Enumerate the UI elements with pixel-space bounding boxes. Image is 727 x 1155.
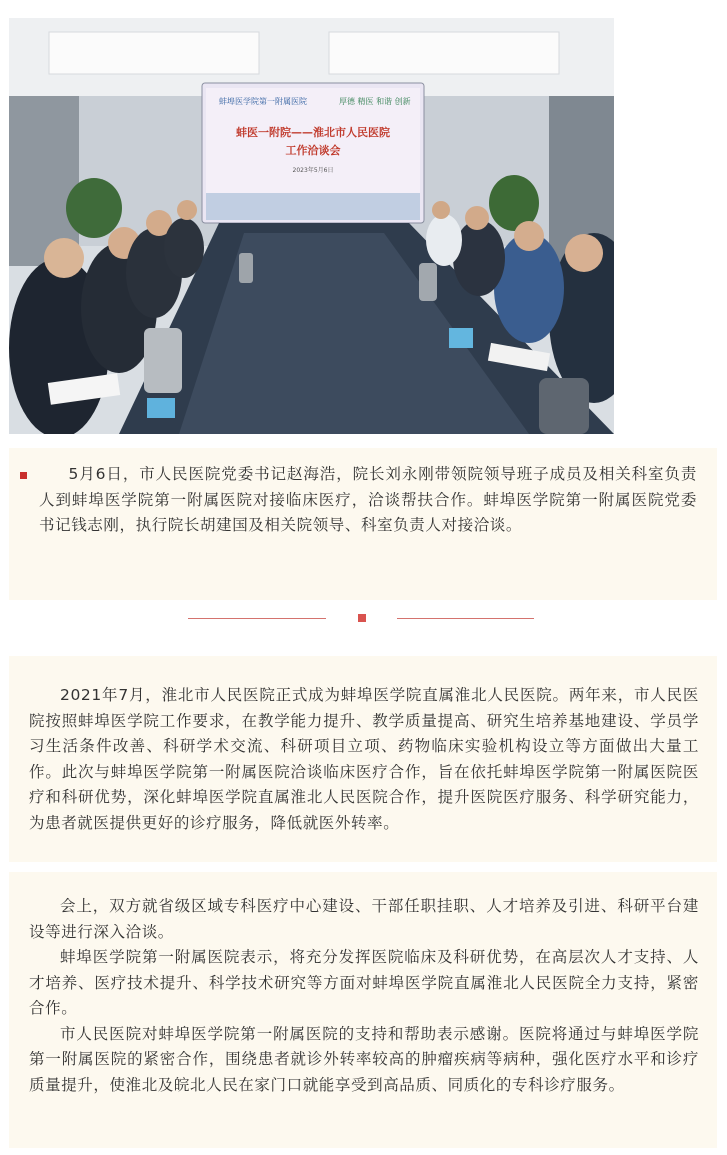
red-square-bullet-icon — [20, 472, 27, 479]
screen-logo-text: 蚌埠医学院第一附属医院 — [219, 97, 307, 106]
meeting-paragraph-3: 市人民医院对蚌埠医学院第一附属医院的支持和帮助表示感谢。医院将通过与蚌埠医学院第一附属医院的紧密合作，围绕患者就诊外转率较高的肿瘤疾病等病种，强化医疗水平和诊疗质量提升，使淮北及皖北人民在家门口就能享受到高品质、同质化的专科诊疗服务。 — [29, 1024, 699, 1094]
background-paragraph: 2021年7月，淮北市人民医院正式成为蚌埠医学院直属淮北人民医院。两年来，市人民医院按照蚌埠医学院工作要求，在教学能力提升、教学质量提高、研究生培养基地建设、学员学习生活条件改善、科研学术交流、科研项目立项、药物临床实验机构设立等方面做出大量工作。此次与蚌埠医学院第一附属医院洽谈临床医疗合作，旨在依托蚌埠医学院第一附属医院医疗和科研优势，深化蚌埠医学院直属淮北人民医院合作，提升医院医疗服务、科学研究能力，为患者就医提供更好的诊疗服务，降低就医外转率。 — [29, 686, 699, 832]
background-card — [9, 656, 717, 862]
section-divider — [0, 612, 727, 626]
divider-line-right — [397, 618, 534, 619]
screen-title-line2: 工作洽谈会 — [285, 144, 341, 157]
meeting-details-card — [9, 872, 717, 1148]
divider-square-icon — [358, 614, 366, 622]
screen-title-line1: 蚌医一附院——淮北市人民医院 — [236, 126, 390, 139]
meeting-paragraph-2: 蚌埠医学院第一附属医院表示，将充分发挥医院临床及科研优势，在高层次人才支持、人才培养、医疗技术提升、科学技术研究等方面对蚌埠医学院直属淮北人民医院全力支持，紧密合作。 — [29, 948, 699, 1017]
intro-paragraph: 5月6日，市人民医院党委书记赵海浩，院长刘永刚带领院领导班子成员及相关科室负责人到蚌埠医学院第一附属医院对接临床医疗，洽谈帮扶合作。蚌埠医学院第一附属医院党委书记钱志刚，执行院长胡建国及相关院领导、科室负责人对接洽谈。 — [39, 465, 697, 534]
divider-line-left — [188, 618, 326, 619]
screen-date: 2023年5月6日 — [292, 167, 334, 174]
screen-slogan: 厚德 精医 和谐 创新 — [339, 97, 411, 106]
meeting-photo — [9, 18, 614, 434]
intro-card — [9, 448, 717, 600]
meeting-paragraph-1: 会上，双方就省级区域专科医疗中心建设、干部任职挂职、人才培养及引进、科研平台建设等进行深入洽谈。 — [29, 897, 699, 941]
